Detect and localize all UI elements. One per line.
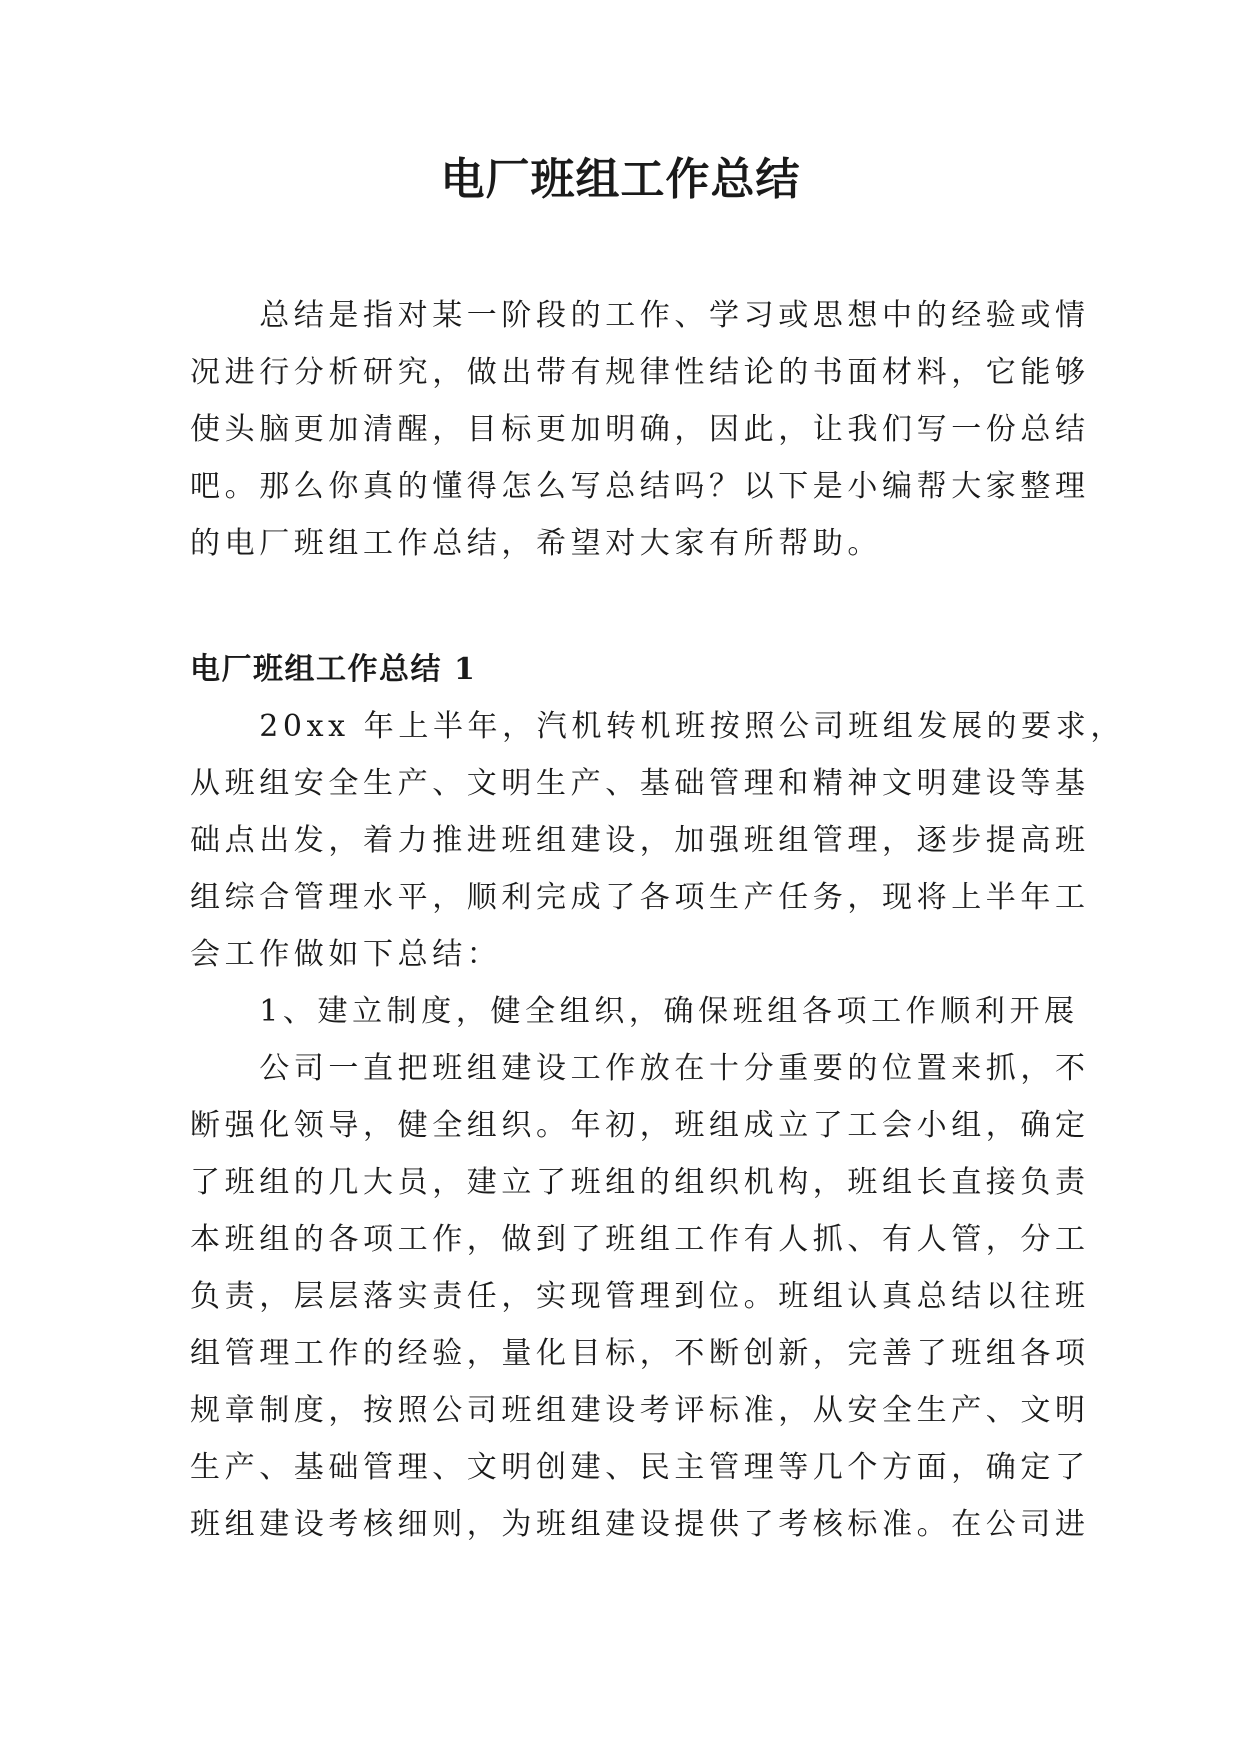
- text-line: 20xx 年上半年，汽机转机班按照公司班组发展的要求，: [190, 709, 1125, 744]
- document-title: 电厂班组工作总结: [440, 154, 801, 205]
- intro-paragraph: [190, 287, 1090, 572]
- text-line: 会工作做如下总结：: [190, 937, 502, 972]
- section-heading: 电厂班组工作总结 1: [190, 652, 477, 687]
- text-line: 本班组的各项工作，做到了班组工作有人抓、有人管，分工: [190, 1222, 1090, 1257]
- text-line: 总结是指对某一阶段的工作、学习或思想中的经验或情: [190, 298, 1090, 333]
- text-line: 的电厂班组工作总结，希望对大家有所帮助。: [190, 526, 882, 561]
- text-line: 班组建设考核细则，为班组建设提供了考核标准。在公司进: [190, 1507, 1090, 1542]
- text-line: 公司一直把班组建设工作放在十分重要的位置来抓，不: [190, 1051, 1090, 1086]
- text-line: 吧。那么你真的懂得怎么写总结吗？以下是小编帮大家整理: [190, 469, 1090, 504]
- text-line: 生产、基础管理、文明创建、民主管理等几个方面，确定了: [190, 1450, 1090, 1485]
- list-item-1: [190, 983, 1079, 1040]
- text-line: 组管理工作的经验，量化目标，不断创新，完善了班组各项: [190, 1336, 1090, 1371]
- text-line: 况进行分析研究，做出带有规律性结论的书面材料，它能够: [190, 355, 1090, 390]
- text-line: 组综合管理水平，顺利完成了各项生产任务，现将上半年工: [190, 880, 1090, 915]
- text-line: 断强化领导，健全组织。年初，班组成立了工会小组，确定: [190, 1108, 1090, 1143]
- text-line: 规章制度，按照公司班组建设考评标准，从安全生产、文明: [190, 1393, 1090, 1428]
- text-line: 负责，层层落实责任，实现管理到位。班组认真总结以往班: [190, 1279, 1090, 1314]
- text-line: 使头脑更加清醒，目标更加明确，因此，让我们写一份总结: [190, 412, 1090, 447]
- text-line: 从班组安全生产、文明生产、基础管理和精神文明建设等基: [190, 766, 1090, 801]
- text-line: 础点出发，着力推进班组建设，加强班组管理，逐步提高班: [190, 823, 1090, 858]
- paragraph-2: [190, 1040, 1090, 1553]
- text-line: 1、建立制度，健全组织，确保班组各项工作顺利开展: [190, 994, 1079, 1029]
- text-line: 了班组的几大员，建立了班组的组织机构，班组长直接负责: [190, 1165, 1090, 1200]
- paragraph-1: [190, 698, 1125, 983]
